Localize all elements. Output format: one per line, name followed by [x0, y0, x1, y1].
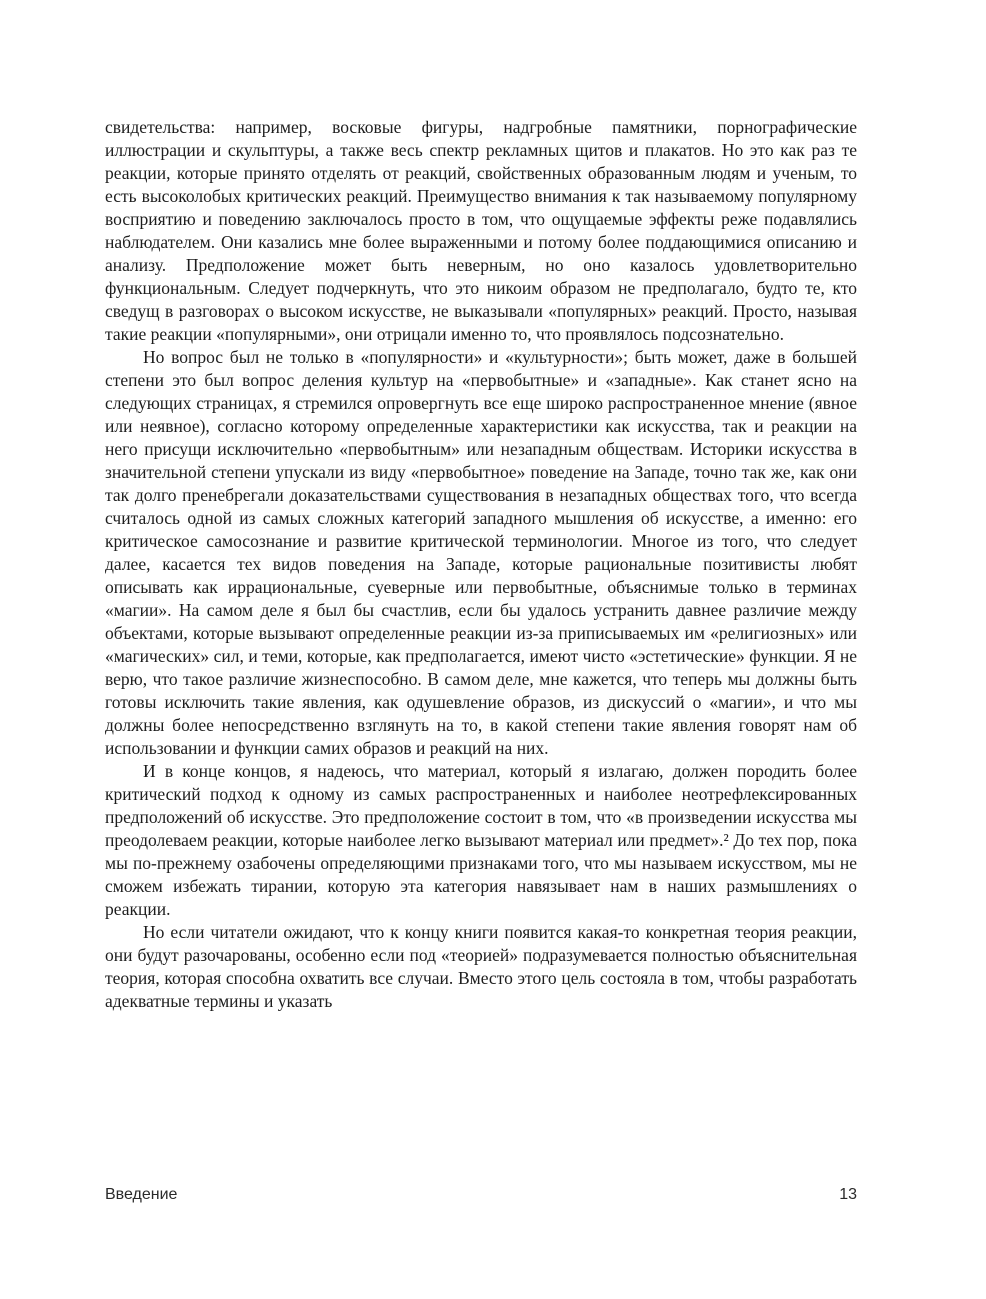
body-paragraph: свидетельства: например, восковые фигуры, надгробные памятники, порнографические иллюстрации и скульптуры, а также весь спектр рекламных щитов и плакатов. Но это как раз те реакции, которые принято отделять от реакций, свойственных образованным людям и ученым, то есть высоколобых критических реакций. Преимущество внимания к так называемому популярному восприятию и поведению заключалось просто в том, что ощущаемые эффекты реже подавлялись наблюдателем. Они казались мне более выраженными и потому более поддающимися описанию и анализу. Предположение может быть неверным, но оно казалось удовлетворительно функциональным. Следует подчеркнуть, что это никоим образом не предполагало, будто те, кто сведущ в разговорах о высоком искусстве, не выказывали «популярных» реакций. Просто, называя такие реакции «популярными», они отрицали именно то, что проявлялось подсознательно.	[105, 117, 857, 344]
body-paragraph: И в конце концов, я надеюсь, что материал, который я излагаю, должен породить более критический подход к одному из самых распространенных и наиболее неотрефлексированных предположений об искусстве. Это предположение состоит в том, что «в произведении искусства мы преодолеваем реакции, которые наиболее легко вызывают материал или предмет».² До тех пор, пока мы по-прежнему озабочены определяющими признаками того, что мы называем искусством, мы не сможем избежать тирании, которую эта категория навязывает нам в наших размышлениях о реакции.	[105, 761, 857, 919]
page-footer	[105, 1186, 857, 1204]
footer-section-title: Введение	[105, 1186, 178, 1203]
page-number: 13	[839, 1186, 857, 1203]
body-paragraph: Но если читатели ожидают, что к концу книги появится какая-то конкретная теория реакции, они будут разочарованы, особенно если под «теорией» подразумевается полностью объяснительная теория, которая способна охватить все случаи. Вместо этого цель состояла в том, чтобы разработать адекватные термины и указать	[105, 922, 857, 1011]
body-paragraph: Но вопрос был не только в «популярности» и «культурности»; быть может, даже в большей степени это был вопрос деления культур на «первобытные» и «западные». Как станет ясно на следующих страницах, я стремился опровергнуть все еще широко распространенное мнение (явное или неявное), согласно которому определенные характеристики как искусства, так и реакции на него присущи исключительно «первобытным» или незападным обществам. Историки искусства в значительной степени упускали из виду «первобытное» поведение на Западе, точно так же, как они так долго пренебрегали доказательствами существования в незападных обществах того, что всегда считалось одной из самых сложных категорий западного мышления об искусстве, а именно: его критическое самосознание и развитие критической терминологии. Многое из того, что следует далее, касается тех видов поведения на Западе, которые рациональные позитивисты любят описывать как иррациональные, суеверные или первобытные, объяснимые только в терминах «магии». На самом деле я был бы счастлив, если бы удалось устранить давнее различие между объектами, которые вызывают определенные реакции из-за приписываемых им «религиозных» или «магических» сил, и теми, которые, как предполагается, имеют чисто «эстетические» функции. Я не верю, что такое различие жизнеспособно. В самом деле, мне кажется, что теперь мы должны быть готовы исключить такие явления, как одушевление образов, из дискуссий о «магии», и что мы должны более непосредственно взглянуть на то, в какой степени такие явления говорят нам об использовании и функции самих образов и реакций на них.	[105, 347, 857, 758]
body-text	[105, 116, 857, 1013]
